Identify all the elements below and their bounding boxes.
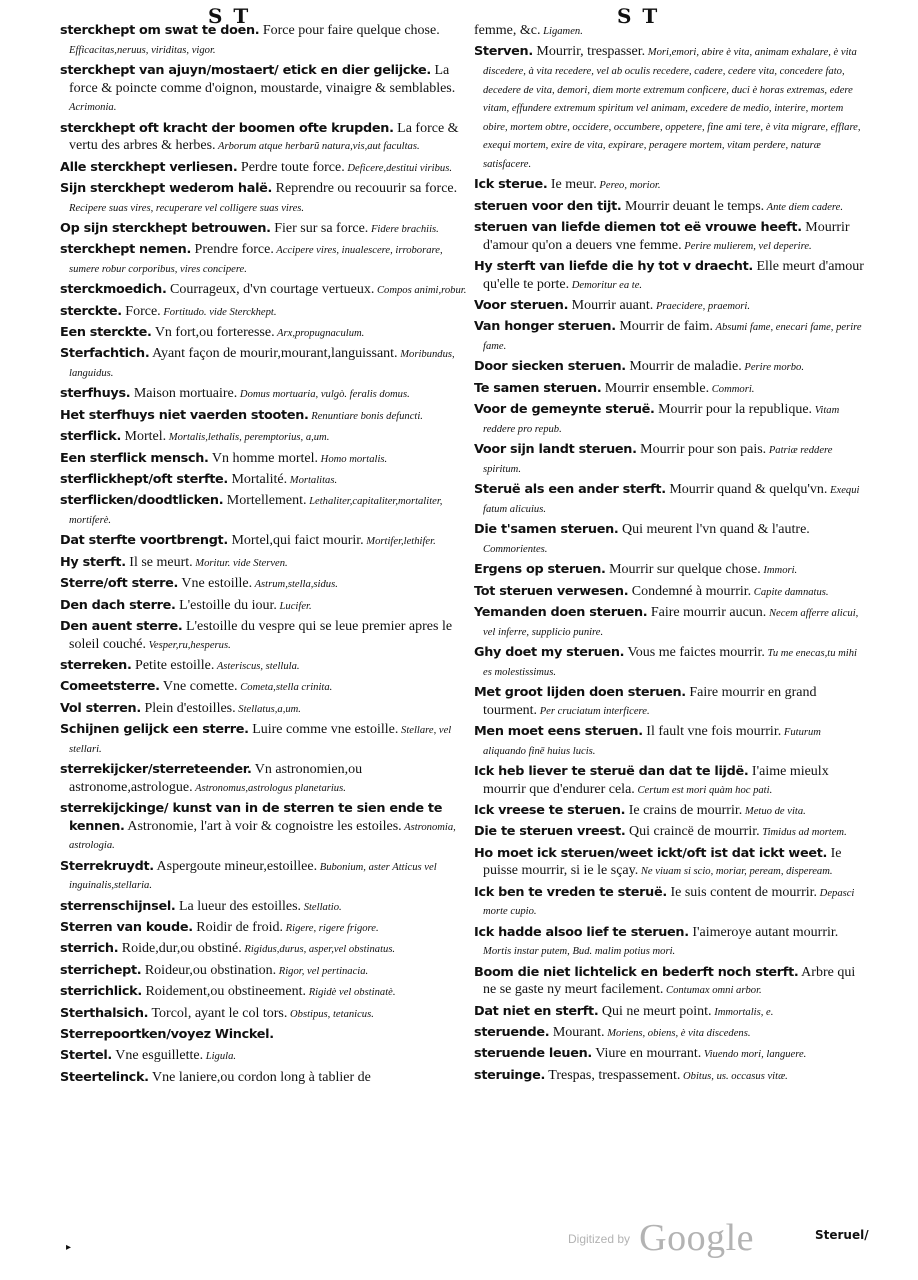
entry-french: Vn astronomien,ou astronome,astrologue.	[69, 762, 363, 795]
entry-headword: Voor sijn landt steruen.	[474, 442, 637, 458]
entry-french: Mourrir pour la republique.	[654, 402, 813, 418]
entry-french: Reprendre ou recouurir sa force.	[272, 180, 458, 196]
entry-headword: Den auent sterre.	[60, 618, 183, 634]
entry-latin: Lucifer.	[276, 600, 312, 612]
entry-french: I'aime mieulx mourrir que d'endurer cela.	[483, 763, 829, 797]
dictionary-entry	[474, 1067, 866, 1086]
dictionary-entry	[474, 258, 866, 294]
entry-headword: Tot steruen verwesen.	[474, 583, 629, 599]
entry-french: Qui meurent l'vn quand & l'autre.	[618, 522, 810, 538]
entry-latin: Acrimonia.	[69, 102, 117, 114]
entry-headword: sterckmoedich.	[60, 282, 167, 298]
entry-latin: Absumi fame, enecari fame, perire fame.	[483, 322, 862, 353]
entry-latin: Cometa,stella crinita.	[237, 682, 333, 694]
entry-latin: Commorientes.	[483, 543, 548, 555]
entry-headword: sterckhept nemen.	[60, 242, 192, 258]
entry-headword: Steertelinck.	[60, 1069, 149, 1085]
entry-french: Petite estoille.	[131, 657, 215, 673]
entry-headword: Ick hadde alsoo lief te steruen.	[474, 924, 689, 940]
dictionary-entry	[60, 678, 470, 697]
entry-latin: Rigere, rigere frigore.	[283, 923, 379, 935]
dictionary-entry	[474, 481, 866, 518]
dictionary-entry	[60, 962, 470, 981]
entry-headword: Ick sterue.	[474, 177, 548, 193]
entry-latin: Moritur. vide Sterven.	[192, 557, 288, 569]
entry-latin: Bubonium, aster Atticus vel inguinalis,stellaria.	[69, 861, 437, 892]
dictionary-entry	[474, 22, 866, 41]
entry-latin: Compos animi,robur.	[374, 285, 467, 297]
entry-latin: Depasci morte cupio.	[483, 887, 855, 918]
entry-latin: Tu me enecas,tu mihi es molestissimus.	[483, 647, 857, 678]
entry-latin: Rigor, vel pertinacia.	[276, 965, 369, 977]
entry-headword: Ergens op steruen.	[474, 562, 606, 578]
entry-headword: sterrekijckinge/ kunst van in de sterren te sien ende te kennen.	[60, 801, 443, 834]
entry-french: Viure en mourrant.	[591, 1046, 702, 1062]
entry-headword: Ick ben te vreden te steruë.	[474, 884, 667, 900]
entry-latin: Patriæ reddere spiritum.	[483, 445, 833, 475]
entry-latin: Futurum aliquando finē huius lucis.	[483, 726, 821, 757]
entry-headword: Ick heb liever te steruë dan dat te lijdë.	[474, 763, 749, 779]
dictionary-entry	[474, 684, 866, 720]
dictionary-entry	[60, 700, 470, 719]
entry-headword: Hy sterft.	[60, 554, 126, 570]
entry-headword: sterckte.	[60, 303, 122, 319]
entry-headword: Sterrepoortken/voyez Winckel.	[60, 1026, 274, 1042]
entry-latin: Mortis instar putem, Bud. malim potius mori.	[483, 946, 676, 958]
dictionary-entry	[474, 1024, 866, 1043]
entry-latin: Obstipus, tetanicus.	[287, 1008, 374, 1020]
entry-headword: Voor de gemeynte steruë.	[474, 402, 655, 418]
dictionary-entry	[60, 575, 470, 594]
entry-french: Trespas, trespassement.	[545, 1067, 681, 1083]
dictionary-entry	[60, 324, 470, 343]
entry-headword: Alle sterckhept verliesen.	[60, 159, 238, 175]
header-signature-right: S T	[617, 4, 660, 28]
entry-latin: Necem afferre alicui, vel inferre, supplicio punire.	[483, 607, 859, 638]
dictionary-entry	[474, 380, 866, 399]
dictionary-entry	[474, 964, 866, 1000]
watermark-logo-text: Google	[639, 1217, 754, 1259]
entry-latin: Perire mulierem, vel deperire.	[681, 240, 812, 252]
entry-headword: sterflick.	[60, 429, 122, 445]
entry-latin: Obitus, us. occasus vitæ.	[680, 1070, 788, 1082]
corner-mark: ▸	[66, 1242, 72, 1253]
entry-french: Perdre toute force.	[237, 159, 345, 175]
entry-french: Force pour faire quelque chose.	[259, 23, 440, 38]
entry-latin: Pereo, morior.	[596, 180, 661, 192]
dictionary-entry	[60, 241, 470, 278]
entry-headword: Ick vreese te steruen.	[474, 802, 626, 818]
dictionary-entry	[474, 823, 866, 842]
entry-french: Vne estoille.	[178, 576, 253, 592]
dictionary-entry	[60, 22, 470, 59]
dictionary-entry	[474, 884, 866, 921]
entry-latin: Immortalis, e.	[711, 1006, 774, 1018]
entry-latin: Capite damnatus.	[751, 586, 829, 598]
entry-latin: Moriens, obiens, è vita discedens.	[604, 1028, 751, 1039]
entry-french: Mourrir pour son pais.	[636, 442, 767, 458]
entry-headword: Boom die niet lichtelick en bederft noch sterft.	[474, 964, 799, 980]
entry-latin: Immori.	[760, 565, 798, 577]
dictionary-entry	[474, 318, 866, 355]
entry-latin: Ante diem cadere.	[764, 201, 843, 213]
entry-french: Arbre qui ne se gaste ny meurt facilement.	[483, 964, 856, 998]
entry-latin: Lethaliter,capitaliter,mortaliter, mortiferè.	[69, 496, 443, 526]
dictionary-entry	[60, 800, 470, 855]
dictionary-entry	[60, 983, 470, 1002]
entry-headword: Op sijn sterckhept betrouwen.	[60, 220, 271, 236]
entry-latin: Rigidè vel obstinatè.	[306, 987, 396, 999]
watermark-small-text: Digitized by	[568, 1232, 631, 1246]
entry-latin: Metuo de vita.	[742, 805, 806, 817]
entry-headword: Een sterflick mensch.	[60, 450, 209, 466]
entry-headword: sterckhept oft kracht der boomen ofte krupden.	[60, 120, 394, 136]
dictionary-entry	[60, 1047, 470, 1066]
entry-french: Mourrir sur quelque chose.	[605, 562, 761, 578]
entry-headword: sterckhept om swat te doen.	[60, 23, 260, 38]
entry-headword: Sijn sterckhept wederom halë.	[60, 180, 273, 196]
dictionary-entry	[474, 1003, 866, 1022]
entry-headword: Sterfachtich.	[60, 346, 150, 362]
entry-headword: Sterthalsich.	[60, 1005, 149, 1021]
dictionary-entry	[474, 561, 866, 580]
entry-latin: Stellare, vel stellari.	[69, 725, 452, 755]
digitized-watermark	[568, 1216, 754, 1260]
entry-headword: Door siecken steruen.	[474, 359, 626, 375]
entry-french: Mourrir deuant le temps.	[621, 198, 765, 214]
entry-headword: sterrich.	[60, 941, 119, 957]
entry-latin: Ligamen.	[540, 26, 583, 37]
entry-headword: steruen van liefde diemen tot eë vrouwe heeft.	[474, 220, 802, 236]
dictionary-entry	[60, 898, 470, 917]
entry-headword: Steruë als een ander sterft.	[474, 482, 666, 498]
dictionary-entry	[60, 1005, 470, 1024]
dictionary-entry	[474, 1045, 866, 1064]
entry-headword: Met groot lijden doen steruen.	[474, 684, 686, 700]
entry-latin: Mortalis,lethalis, peremptorius, a,um.	[166, 432, 330, 444]
dictionary-entry	[60, 220, 470, 239]
entry-headword: Vol sterren.	[60, 700, 141, 716]
entry-headword: sterrekijcker/sterreteender.	[60, 762, 252, 778]
entry-latin: Astronomia, astrologia.	[69, 821, 456, 852]
dictionary-entry	[474, 644, 866, 681]
entry-french: Plein d'estoilles.	[140, 700, 236, 716]
entry-latin: Contumax omni arbor.	[663, 985, 762, 997]
entry-latin: Commori.	[709, 383, 755, 395]
entry-french: La force & poincte comme d'oignon, moustarde, vinaigre & semblables.	[69, 62, 456, 96]
entry-french: femme, &c.	[474, 23, 541, 38]
catchword: Steruel/	[815, 1228, 869, 1242]
entry-latin: Ne viuam si scio, moriar, peream, dispeream.	[638, 866, 833, 878]
entry-headword: Sterrekruydt.	[60, 858, 154, 874]
entry-french: Roide,dur,ou obstiné.	[118, 941, 242, 957]
entry-latin: Arx,propugnaculum.	[274, 328, 365, 340]
entry-headword: Die t'samen steruen.	[474, 522, 619, 538]
entry-latin: Fortitudo. vide Sterckhept.	[160, 306, 277, 318]
entry-headword: steruen voor den tijt.	[474, 198, 622, 214]
entry-latin: Viuendo mori, languere.	[701, 1049, 807, 1061]
entry-french: Mortalité.	[227, 472, 288, 488]
dictionary-entry	[60, 554, 470, 573]
entry-french: Mourrir de maladie.	[625, 359, 742, 375]
dictionary-entry	[474, 401, 866, 438]
entry-latin: Mortifer,lethifer.	[363, 536, 436, 548]
entry-french: Prendre force.	[191, 242, 274, 258]
entry-headword: Van honger steruen.	[474, 319, 616, 335]
entry-headword: Hy sterft van liefde die hy tot v draecht.	[474, 259, 753, 275]
dictionary-entry	[60, 657, 470, 676]
entry-french: Mortellement.	[223, 493, 307, 509]
entry-headword: Comeetsterre.	[60, 679, 160, 695]
entry-french: Vne comette.	[159, 679, 238, 695]
entry-french: Mourrir quand & quelqu'vn.	[665, 482, 828, 498]
entry-french: Vn homme mortel.	[208, 450, 319, 466]
entry-latin: Demoritur ea te.	[569, 279, 643, 291]
entry-french: Condemné à mourrir.	[628, 583, 752, 599]
entry-headword: Ho moet ick steruen/weet ickt/oft ist dat ickt weet.	[474, 845, 828, 861]
dictionary-entry	[474, 219, 866, 255]
entry-headword: Ghy doet my steruen.	[474, 644, 625, 660]
entry-french: Maison mortuaire.	[130, 386, 238, 402]
entry-latin: Asteriscus, stellula.	[214, 660, 300, 672]
dictionary-entry	[474, 723, 866, 760]
entry-headword: Het sterfhuys niet vaerden stooten.	[60, 407, 309, 423]
entry-french: Faire mourrir en grand tourment.	[483, 684, 817, 718]
dictionary-entry	[474, 297, 866, 316]
entry-french: La lueur des estoilles.	[175, 898, 302, 914]
dictionary-entry	[474, 924, 866, 961]
dictionary-entry	[474, 802, 866, 821]
entry-headword: sterflicken/doodtlicken.	[60, 493, 224, 509]
dictionary-entry	[474, 198, 866, 217]
entry-french: Astronomie, l'art à voir & cognoistre les estoiles.	[124, 818, 402, 834]
dictionary-entry	[474, 176, 866, 195]
entry-latin: Per cruciatum interficere.	[537, 705, 650, 717]
entry-french: Vn fort,ou forteresse.	[151, 325, 275, 341]
entry-headword: Een sterckte.	[60, 325, 152, 341]
entry-headword: steruinge.	[474, 1067, 546, 1083]
dictionary-entry	[60, 532, 470, 551]
entry-french: Courrageux, d'vn courtage vertueux.	[166, 282, 375, 298]
entry-headword: sterfhuys.	[60, 386, 131, 402]
entry-french: Ie suis content de mourrir.	[666, 884, 818, 900]
entry-latin: Efficacitas,neruus, viriditas, vigor.	[69, 44, 216, 56]
entry-latin: Vitam reddere pro repub.	[483, 405, 840, 435]
entry-latin: Ligula.	[203, 1051, 237, 1063]
entry-headword: Sterre/oft sterre.	[60, 576, 179, 592]
dictionary-entry	[60, 721, 470, 758]
entry-french: L'estoille du vespre qui se leue premier apres le soleil couché.	[69, 618, 453, 652]
entry-latin: Perire morbo.	[741, 362, 804, 374]
entry-french: Roidement,ou obstineement.	[141, 984, 307, 1000]
entry-latin: Stellatio.	[301, 901, 342, 913]
entry-latin: Recipere suas vires, recuperare vel colligere suas vires.	[69, 202, 305, 214]
dictionary-entry	[60, 303, 470, 322]
entry-latin: Vesper,ru,hesperus.	[145, 639, 231, 651]
dictionary-entry	[60, 120, 470, 156]
entry-headword: Dat sterfte voortbrengt.	[60, 533, 228, 549]
dictionary-entry	[60, 180, 470, 217]
entry-french: Torcol, ayant le col tors.	[148, 1005, 288, 1021]
entry-latin: Homo mortalis.	[318, 453, 388, 465]
entry-latin: Fidere brachiis.	[368, 223, 439, 235]
entry-headword: Te samen steruen.	[474, 380, 602, 396]
dictionary-entry	[60, 919, 470, 938]
entry-french: Ie meur.	[547, 177, 597, 193]
dictionary-entry	[474, 763, 866, 799]
entry-headword: Men moet eens steruen.	[474, 723, 643, 739]
entry-french: Ie puisse mourrir, si ie le sçay.	[483, 845, 842, 879]
entry-headword: sterreken.	[60, 657, 132, 673]
entry-latin: Renuntiare bonis defuncti.	[308, 410, 423, 422]
entry-french: Vne esguillette.	[111, 1048, 204, 1064]
entry-latin: Accipere vires, inualescere, irroborare, sumere robur corporibus, vires concipere.	[69, 245, 443, 275]
entry-latin: Astronomus,astrologus planetarius.	[192, 782, 346, 794]
entry-latin: Praecidere, praemori.	[653, 301, 750, 313]
entry-headword: Den dach sterre.	[60, 597, 176, 613]
entry-headword: sterrenschijnsel.	[60, 898, 176, 914]
entry-french: Mourrir auant.	[568, 298, 654, 314]
entry-headword: sterrichlick.	[60, 984, 142, 1000]
entry-french: Qui craincë de mourrir.	[625, 824, 760, 840]
dictionary-entry	[60, 159, 470, 178]
dictionary-entry	[474, 521, 866, 558]
entry-french: Ie crains de mourrir.	[625, 802, 743, 818]
dictionary-entry	[474, 441, 866, 478]
header-signature-left: S T	[208, 4, 251, 28]
entry-french: Ayant façon de mourir,mourant,languissant.	[149, 346, 398, 362]
entry-headword: Schijnen gelijck een sterre.	[60, 722, 249, 738]
dictionary-entry	[60, 407, 470, 426]
dictionary-entry	[60, 345, 470, 382]
dictionary-entry	[60, 471, 470, 490]
entry-french: Aspergoute mineur,estoillee.	[153, 858, 318, 874]
entry-french: Mourant.	[549, 1025, 605, 1040]
entry-latin: Mori,emori, abire è vita, animam exhalare, è vita discedere, à vita recedere, vel ab oculis recedere, cadere, cedere vita, concedere fato, decedere de vita, demori, diem morte extremum conficere, duci è horas extremas, edere vitam, effundere extremum spiritum vel animam, excedere de medio, interire, mortem obire, mortem obtre, occidere, occumbere, oppetere, fine ami tere, è vita migrare, efflare, exequi mortem, exire de vita, expirare, peragere mortem, vitam perdere, naturæ satisfacere.	[483, 47, 861, 170]
entry-headword: Sterren van koude.	[60, 920, 193, 936]
entry-french: Mourrir ensemble.	[601, 380, 710, 396]
entry-latin: Mortalitas.	[287, 475, 338, 487]
dictionary-entry	[60, 492, 470, 529]
dictionary-entry	[60, 761, 470, 797]
entry-french: Vous me faictes mourrir.	[624, 644, 765, 660]
entry-french: Faire mourrir aucun.	[647, 604, 767, 620]
entry-headword: sterckhept van ajuyn/mostaert/ etick en dier gelijcke.	[60, 62, 431, 78]
entry-french: Mortel,qui faict mourir.	[227, 533, 364, 549]
entry-headword: steruende leuen.	[474, 1046, 592, 1062]
entry-french: Qui ne meurt point.	[598, 1003, 712, 1019]
entry-french: Fier sur sa force.	[270, 220, 369, 236]
entry-french: Force.	[121, 303, 161, 319]
entry-french: Il fault vne fois mourrir.	[642, 723, 782, 739]
dictionary-entry	[60, 281, 470, 300]
dictionary-entry	[60, 428, 470, 447]
entry-french: L'estoille du iour.	[175, 597, 277, 613]
entry-french: Il se meurt.	[125, 554, 193, 570]
entry-headword: Dat niet en sterft.	[474, 1003, 599, 1019]
entry-french: Mourrir de faim.	[615, 319, 714, 335]
dictionary-entry	[60, 597, 470, 616]
entry-french: Roidir de froid.	[192, 920, 284, 936]
dictionary-entry	[60, 62, 470, 117]
dictionary-entry	[60, 1069, 470, 1088]
dictionary-entry	[60, 858, 470, 895]
dictionary-entry	[474, 358, 866, 377]
entry-french: Vne laniere,ou cordon long à tablier de	[148, 1069, 371, 1085]
entry-headword: sterrichept.	[60, 962, 142, 978]
entry-french: Mourrir d'amour qu'on a deuers vne femme.	[483, 220, 850, 253]
entry-latin: Stellatus,a,um.	[235, 703, 301, 715]
entry-latin: Exequi fatum alicuius.	[483, 485, 860, 515]
entry-french: Roideur,ou obstination.	[141, 962, 277, 978]
dictionary-entry	[474, 43, 866, 173]
entry-french: Mortel.	[121, 429, 167, 445]
entry-french: Elle meurt d'amour qu'elle te porte.	[483, 259, 864, 292]
entry-latin: Timidus ad mortem.	[759, 827, 847, 839]
entry-latin: Deficere,destitui viribus.	[344, 162, 452, 174]
entry-headword: Die te steruen vreest.	[474, 824, 626, 840]
entry-latin: Astrum,stella,sidus.	[252, 579, 338, 591]
entry-latin: Certum est mori quàm hoc pati.	[634, 784, 773, 796]
entry-headword: Yemanden doen steruen.	[474, 604, 648, 620]
entry-latin: Arborum atque herbarũ natura,vis,aut facultas.	[215, 141, 420, 153]
entry-french: La force & vertu des arbres & herbes.	[69, 120, 459, 154]
dictionary-entry	[474, 604, 866, 641]
dictionary-entry	[474, 583, 866, 602]
dictionary-entry	[474, 845, 866, 881]
entry-headword: Stertel.	[60, 1048, 112, 1064]
entry-latin: Moribundus, languidus.	[69, 349, 455, 380]
right-column	[474, 22, 866, 1088]
dictionary-entry	[60, 385, 470, 404]
left-column	[60, 22, 470, 1090]
entry-headword: steruende.	[474, 1025, 550, 1040]
dictionary-entry	[60, 618, 470, 654]
entry-headword: Voor steruen.	[474, 298, 569, 314]
dictionary-entry	[60, 940, 470, 959]
entry-headword: sterflickhept/oft sterfte.	[60, 472, 228, 488]
entry-french: Luire comme vne estoille.	[248, 722, 399, 738]
entry-latin: Rigidus,durus, asper,vel obstinatus.	[241, 944, 396, 956]
entry-latin: Domus mortuaria, vulgò. feralis domus.	[237, 389, 410, 401]
entry-headword: Sterven.	[474, 44, 533, 60]
entry-french: Mourrir, trespasser.	[532, 44, 646, 60]
dictionary-entry	[60, 450, 470, 469]
dictionary-entry	[60, 1026, 470, 1045]
entry-french: I'aimeroye autant mourrir.	[688, 924, 839, 940]
